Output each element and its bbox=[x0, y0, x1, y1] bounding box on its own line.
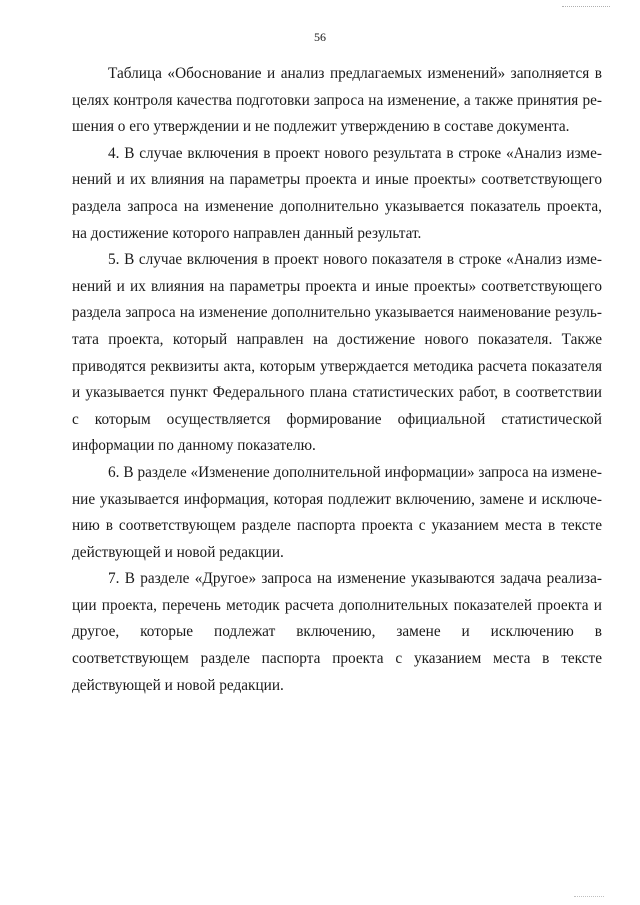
scan-artifact-top bbox=[562, 0, 610, 7]
paragraph-item-6: 6. В разделе «Изменение дополнительной информации» запроса на изменение указывается информация, которая подлежит включению, замене и исключению в соответствующем разделе паспорта проекта с указанием места в тексте действующей и новой редакции. bbox=[72, 463, 602, 561]
scan-artifact-bottom bbox=[574, 896, 604, 901]
paragraph-item-7: 7. В разделе «Другое» запроса на изменение указываются задача реализации проекта, перечень методик расчета дополнительных показателей проекта и другое, которые подлежат включению, замене и исключению в соответствующем разделе паспорта проекта с указанием места в тексте действующей и новой редакции. bbox=[72, 570, 602, 694]
paragraph-item-4: 4. В случае включения в проект нового результата в строке «Анализ изменений и их влияния на параметры проекта и иные проекты» соответствующего раздела запроса на изменение дополнительно указывается показатель проекта, на достижение которого направлен данный результат. bbox=[72, 144, 602, 242]
document-body bbox=[72, 61, 602, 699]
page-number: 56 bbox=[314, 30, 326, 44]
paragraph-item-5: 5. В случае включения в проект нового показателя в строке «Анализ изменений и их влияния на параметры проекта и иные проекты» соответствующего раздела запроса на изменение дополнительно указывается наименование результата проекта, который направлен на достижение нового показателя. Также приводятся реквизиты акта, которым утверждается методика расчета показателя и указывается пункт Федерального плана статистических работ, в соответствии с которым осуществляется формирование официальной статистической информации по данному показателю. bbox=[72, 251, 602, 455]
paragraph-table-note: Таблица «Обоснование и анализ предлагаемых изменений» заполняется в целях контроля качества подготовки запроса на изменение, а также принятия решения о его утверждении и не подлежит утверждению в составе документа. bbox=[72, 65, 602, 136]
